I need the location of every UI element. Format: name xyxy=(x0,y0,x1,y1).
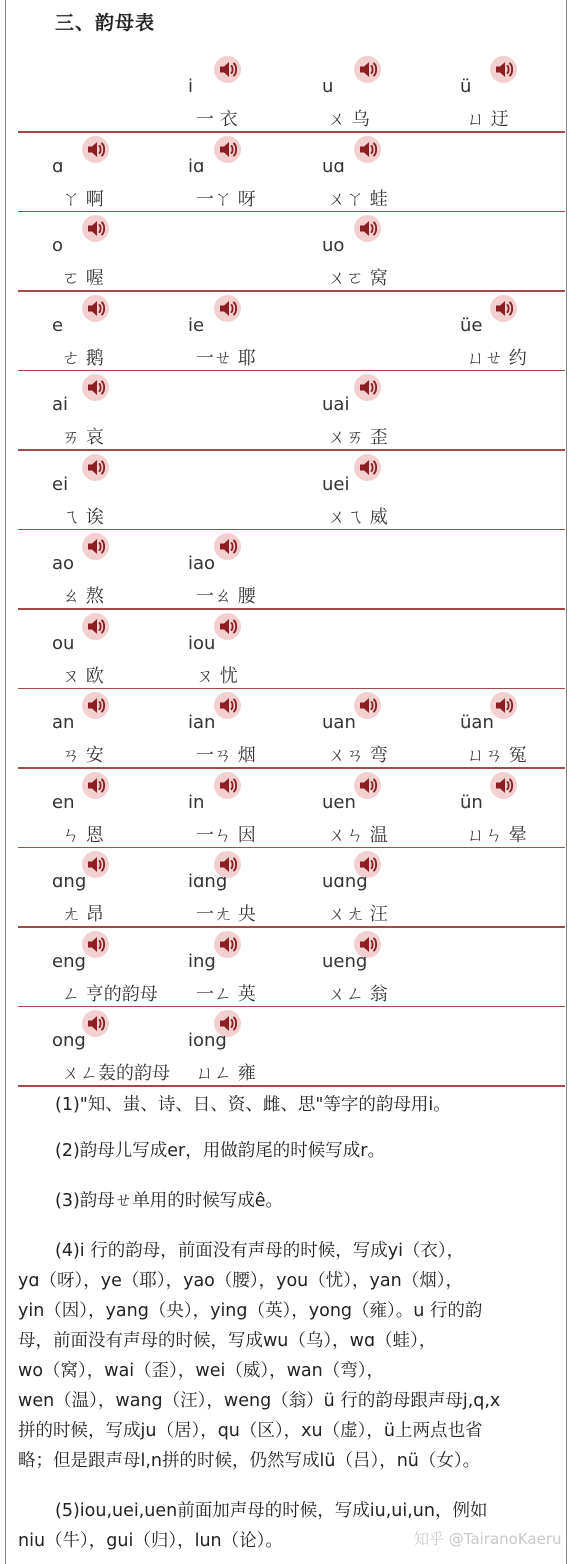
pinyin-final: uɑng xyxy=(322,871,368,892)
note-2: (2)韵母儿写成er，用做韵尾的时候写成r。 xyxy=(55,1141,385,1161)
row-divider xyxy=(18,1006,565,1008)
zhuyin-example: ㄨㄥ 翁 xyxy=(328,983,388,1005)
zhuyin-example: ㄡ 欧 xyxy=(62,665,104,687)
zhuyin-example: 一ㄥ 英 xyxy=(196,983,256,1005)
note-4-line: 母，前面没有声母的时候，写成wu（乌），wɑ（蛙）， xyxy=(18,1331,437,1351)
note-4-line: wen（温），wang（汪），weng（翁）ü 行的韵母跟声母j,q,x xyxy=(18,1391,501,1411)
row-divider xyxy=(18,370,565,372)
pinyin-final: uai xyxy=(322,394,350,415)
speaker-icon[interactable] xyxy=(354,692,381,719)
row-divider xyxy=(18,1085,565,1087)
pinyin-final: iɑng xyxy=(188,871,228,892)
speaker-icon[interactable] xyxy=(214,772,241,799)
zhuyin-example: ㄢ 安 xyxy=(62,745,104,766)
zhuyin-example: ㄨㄛ 窝 xyxy=(328,268,388,289)
zhuyin-example: ㄚ 啊 xyxy=(62,188,104,210)
speaker-icon[interactable] xyxy=(214,931,241,958)
row-divider xyxy=(18,926,565,928)
zhuyin-example: ㄩㄥ 雍 xyxy=(196,1063,256,1084)
speaker-icon[interactable] xyxy=(82,136,109,163)
pinyin-final: iong xyxy=(188,1030,227,1051)
zhuyin-example: ㄠ 熬 xyxy=(62,586,104,607)
watermark: 知乎 @TairanoKaeru xyxy=(414,1530,562,1548)
zhuyin-example: ㄨㄟ 威 xyxy=(328,506,388,528)
speaker-icon[interactable] xyxy=(214,295,241,322)
row-divider xyxy=(18,529,565,531)
row-divider xyxy=(18,290,565,292)
row-divider xyxy=(18,847,565,849)
speaker-icon[interactable] xyxy=(82,772,109,799)
pinyin-final: uan xyxy=(322,712,356,733)
pinyin-final: ing xyxy=(188,950,216,972)
pinyin-final: iou xyxy=(188,632,216,654)
speaker-icon[interactable] xyxy=(82,613,109,640)
speaker-icon[interactable] xyxy=(490,56,517,83)
zhuyin-example: ㄨㄚ 蛙 xyxy=(328,188,388,210)
pinyin-final: an xyxy=(52,712,75,733)
pinyin-final: e xyxy=(52,314,64,336)
note-3: (3)韵母ㄝ单用的时候写成ê。 xyxy=(55,1191,284,1211)
pinyin-final: ü xyxy=(460,76,472,97)
zhuyin-example: ㄨ 乌 xyxy=(328,109,370,130)
pinyin-final: ueng xyxy=(322,950,368,972)
page-frame-right xyxy=(566,0,567,1564)
speaker-icon[interactable] xyxy=(490,295,517,322)
speaker-icon[interactable] xyxy=(82,533,109,560)
zhuyin-example: 一ㄚ 呀 xyxy=(196,188,256,210)
row-divider xyxy=(18,767,565,769)
note-5-line: (5)iou,uei,uen前面加声母的时候，写成iu,ui,un，例如 xyxy=(55,1501,488,1521)
zhuyin-example: ㄤ 昂 xyxy=(62,904,104,925)
pinyin-final: iɑ xyxy=(188,155,205,177)
row-divider xyxy=(18,211,565,213)
note-1: (1)"知、蚩、诗、日、资、雌、思"等字的韵母用i。 xyxy=(55,1095,451,1115)
speaker-icon[interactable] xyxy=(214,136,241,163)
row-divider xyxy=(18,688,565,690)
pinyin-final: in xyxy=(188,791,205,813)
row-divider xyxy=(18,449,565,451)
pinyin-final: ɑ xyxy=(52,155,64,177)
pinyin-final: üe xyxy=(460,314,483,336)
speaker-icon[interactable] xyxy=(82,931,109,958)
speaker-icon[interactable] xyxy=(490,692,517,719)
zhuyin-example: ㄨㄞ 歪 xyxy=(328,427,388,448)
speaker-icon[interactable] xyxy=(82,1010,109,1037)
zhuyin-example: 一ㄣ 因 xyxy=(196,824,256,846)
note-4-line: 拼的时候，写成ju（居），qu（区），xu（虚），ü上两点也省 xyxy=(18,1421,483,1441)
zhuyin-example: 一ㄠ 腰 xyxy=(196,586,256,607)
zhuyin-example: ㄩㄝ 约 xyxy=(467,347,527,369)
pinyin-final: ei xyxy=(52,473,69,495)
note-4 xyxy=(18,1236,554,1476)
pinyin-final: ong xyxy=(52,1030,86,1051)
pinyin-final: i xyxy=(188,76,194,97)
pinyin-final: eng xyxy=(52,950,86,972)
note-4-line: 略；但是跟声母l,n拼的时候，仍然写成lü（吕），nü（女）。 xyxy=(18,1451,481,1471)
zhuyin-example: 一ㄤ 央 xyxy=(196,904,256,925)
speaker-icon[interactable] xyxy=(214,56,241,83)
speaker-icon[interactable] xyxy=(214,692,241,719)
zhuyin-example: ㄞ 哀 xyxy=(62,427,104,448)
page-frame-left xyxy=(5,0,6,1564)
note-5-line: niu（牛），gui（归），lun（论）。 xyxy=(18,1531,283,1551)
zhuyin-example: ㄜ 鹅 xyxy=(62,347,104,369)
pinyin-final: iao xyxy=(188,553,216,574)
zhuyin-example: ㄨㄣ 温 xyxy=(328,824,388,846)
pinyin-final: en xyxy=(52,791,75,813)
speaker-icon[interactable] xyxy=(82,295,109,322)
zhuyin-example: ㄨㄤ 汪 xyxy=(328,904,388,925)
pinyin-final: uen xyxy=(322,791,356,813)
speaker-icon[interactable] xyxy=(354,374,381,401)
speaker-icon[interactable] xyxy=(354,56,381,83)
row-divider xyxy=(18,131,565,133)
pinyin-final: ao xyxy=(52,553,75,574)
zhuyin-example: 一 衣 xyxy=(196,109,238,130)
speaker-icon[interactable] xyxy=(82,215,109,242)
speaker-icon[interactable] xyxy=(354,454,381,481)
pinyin-final: ie xyxy=(188,314,205,336)
zhuyin-example: 一ㄝ 耶 xyxy=(196,347,256,369)
speaker-icon[interactable] xyxy=(354,772,381,799)
pinyin-final: ün xyxy=(460,791,483,813)
speaker-icon[interactable] xyxy=(82,374,109,401)
zhuyin-example: ㄩㄢ 冤 xyxy=(467,745,527,766)
zhuyin-example: 一ㄢ 烟 xyxy=(196,745,256,766)
pinyin-final: üan xyxy=(460,712,494,733)
speaker-icon[interactable] xyxy=(214,613,241,640)
pinyin-final: uɑ xyxy=(322,155,345,177)
row-divider xyxy=(18,608,565,610)
note-4-line: wo（窝），wai（歪），wei（威），wan（弯）， xyxy=(18,1361,384,1381)
speaker-icon[interactable] xyxy=(82,692,109,719)
speaker-icon[interactable] xyxy=(490,772,517,799)
zhuyin-example: ㄡ 忧 xyxy=(196,665,238,687)
pinyin-final: ou xyxy=(52,632,75,654)
zhuyin-example: ㄨㄢ 弯 xyxy=(328,745,388,766)
pinyin-final: ai xyxy=(52,394,69,415)
note-4-line: yin（因），yang（央），ying（英），yong（雍）。u 行的韵 xyxy=(18,1301,483,1321)
zhuyin-example: ㄥ 亨的韵母 xyxy=(62,983,158,1005)
pinyin-final: ɑng xyxy=(52,871,87,892)
speaker-icon[interactable] xyxy=(82,454,109,481)
pinyin-final: uo xyxy=(322,235,345,256)
zhuyin-example: ㄩㄣ 晕 xyxy=(467,824,527,846)
note-4-line: (4)i 行的韵母，前面没有声母的时候，写成yi（衣）， xyxy=(55,1241,465,1261)
speaker-icon[interactable] xyxy=(354,215,381,242)
zhuyin-example: ㄩ 迂 xyxy=(467,109,509,130)
zhuyin-example: ㄨㄥ轰的韵母 xyxy=(62,1063,170,1084)
zhuyin-example: ㄣ 恩 xyxy=(62,824,104,846)
speaker-icon[interactable] xyxy=(214,533,241,560)
speaker-icon[interactable] xyxy=(354,136,381,163)
section-heading: 三、韵母表 xyxy=(55,12,156,34)
zhuyin-example: ㄟ 诶 xyxy=(62,506,104,528)
zhuyin-example: ㄛ 喔 xyxy=(62,268,104,289)
pinyin-final: u xyxy=(322,76,334,97)
pinyin-final: o xyxy=(52,235,64,256)
pinyin-final: ian xyxy=(188,712,216,733)
note-4-line: yɑ（呀），ye（耶），yao（腰），you（忧），yan（烟）， xyxy=(18,1271,463,1291)
pinyin-final: uei xyxy=(322,473,350,495)
